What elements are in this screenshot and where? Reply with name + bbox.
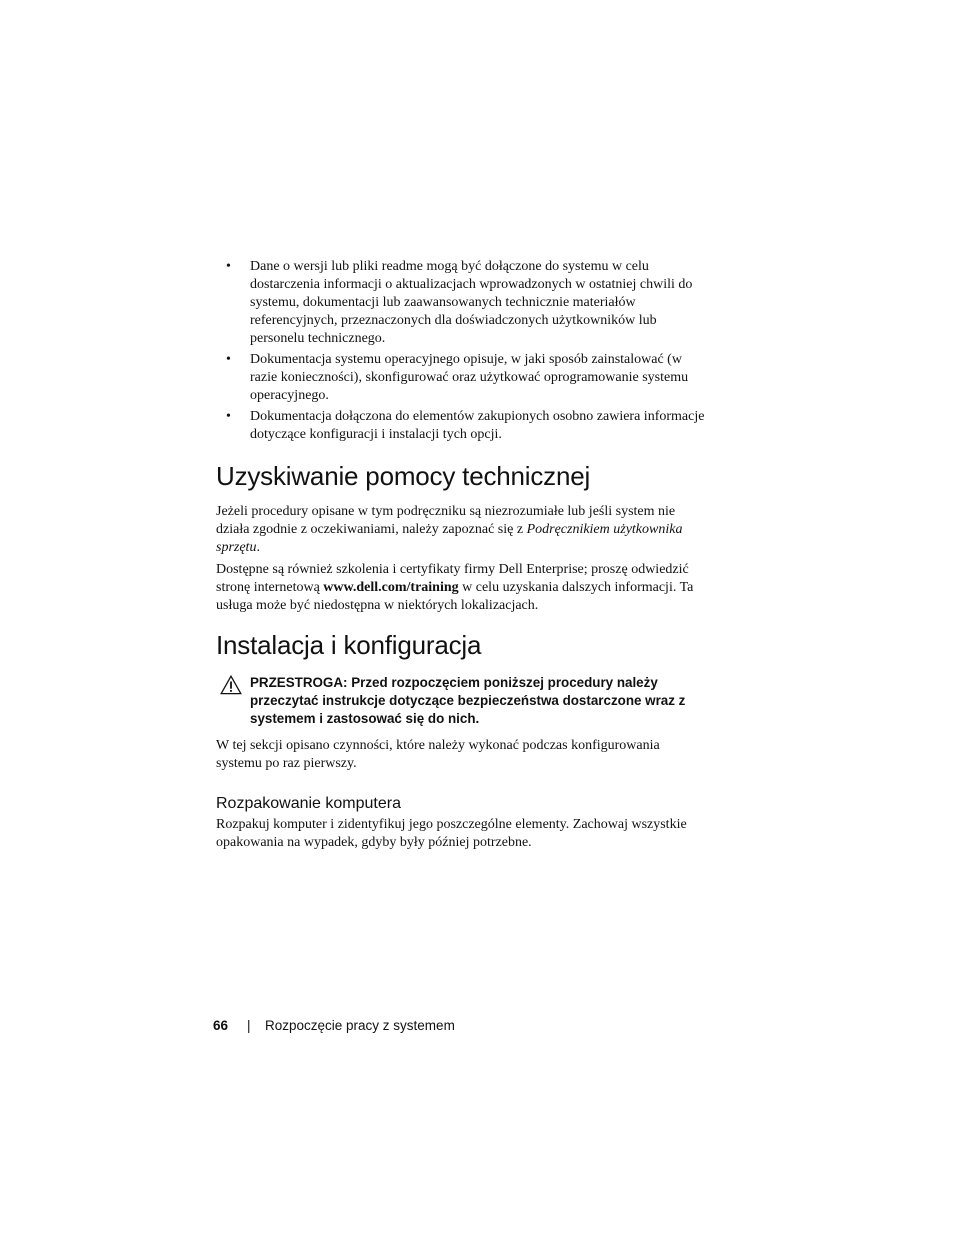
- warning-triangle-icon: [220, 675, 242, 700]
- help-paragraph-1: [216, 503, 706, 557]
- bullet-text: Dane o wersji lub pliki readme mogą być dołączone do systemu w celu dostarczenia informacji o aktualizacjach wprowadzonych w ostatniej chwili do systemu, dokumentacji lub zaawansowanych technicznie materiałów referencyjnych, przeznaczonych dla doświadczonych użytkowników lub personelu technicznego.: [250, 259, 693, 346]
- section-heading-install: Instalacja i konfiguracja: [216, 630, 482, 660]
- caution-label: PRZESTROGA:: [250, 675, 348, 690]
- help-paragraph-1-text: Jeżeli procedury opisane w tym podręczniku są niezrozumiałe lub jeśli system nie działa zgodnie z oczekiwaniami, należy zapoznać się z: [216, 504, 676, 537]
- bullet-dot-icon: •: [226, 352, 231, 367]
- manual-title: Podręcznikiem użytkownika sprzętu: [216, 522, 683, 555]
- help-paragraph-2-end: w celu uzyskania dalszych informacji. Ta usługa może być niedostępna w niektórych lokalizacjach.: [216, 580, 694, 613]
- footer-title: Rozpoczęcie pracy z systemem: [265, 1018, 455, 1033]
- unpacking-paragraph: Rozpakuj komputer i zidentyfikuj jego poszczególne elementy. Zachowaj wszystkie opakowania na wypadek, gdyby były później potrzebne.: [216, 817, 687, 850]
- caution-text: [250, 674, 706, 728]
- page-number: 66: [213, 1018, 229, 1033]
- list-item: [216, 258, 706, 348]
- install-intro: W tej sekcji opisano czynności, które należy wykonać podczas konfigurowania systemu po raz pierwszy.: [216, 738, 660, 771]
- caution-notice: [216, 674, 706, 728]
- list-item: [216, 351, 706, 405]
- bullet-dot-icon: •: [226, 259, 231, 274]
- bullet-dot-icon: •: [226, 409, 231, 424]
- bullet-text: Dokumentacja systemu operacyjnego opisuje, w jaki sposób zainstalować (w razie konieczności), skonfigurować oraz użytkować oprogramowanie systemu operacyjnego.: [250, 352, 689, 403]
- help-paragraph-2-text: Dostępne są również szkolenia i certyfikaty firmy Dell Enterprise; proszę odwiedzić stronę internetową: [216, 562, 689, 595]
- help-paragraph-2: [216, 561, 706, 615]
- subsection-heading-unpacking: Rozpakowanie komputera: [216, 795, 401, 812]
- section-heading-help: Uzyskiwanie pomocy technicznej: [216, 461, 591, 491]
- footer-separator: |: [247, 1018, 251, 1033]
- help-paragraph-1-end: .: [256, 540, 260, 555]
- training-link[interactable]: www.dell.com/training: [323, 580, 459, 595]
- page-content: [216, 258, 706, 856]
- bullet-list: [216, 258, 706, 444]
- bullet-text: Dokumentacja dołączona do elementów zakupionych osobno zawiera informacje dotyczące konfiguracji i instalacji tych opcji.: [250, 409, 705, 442]
- list-item: [216, 408, 706, 444]
- caution-body: Przed rozpoczęciem poniższej procedury należy przeczytać instrukcje dotyczące bezpieczeństwa dostarczone wraz z systemem i zastosować się do nich.: [250, 675, 686, 726]
